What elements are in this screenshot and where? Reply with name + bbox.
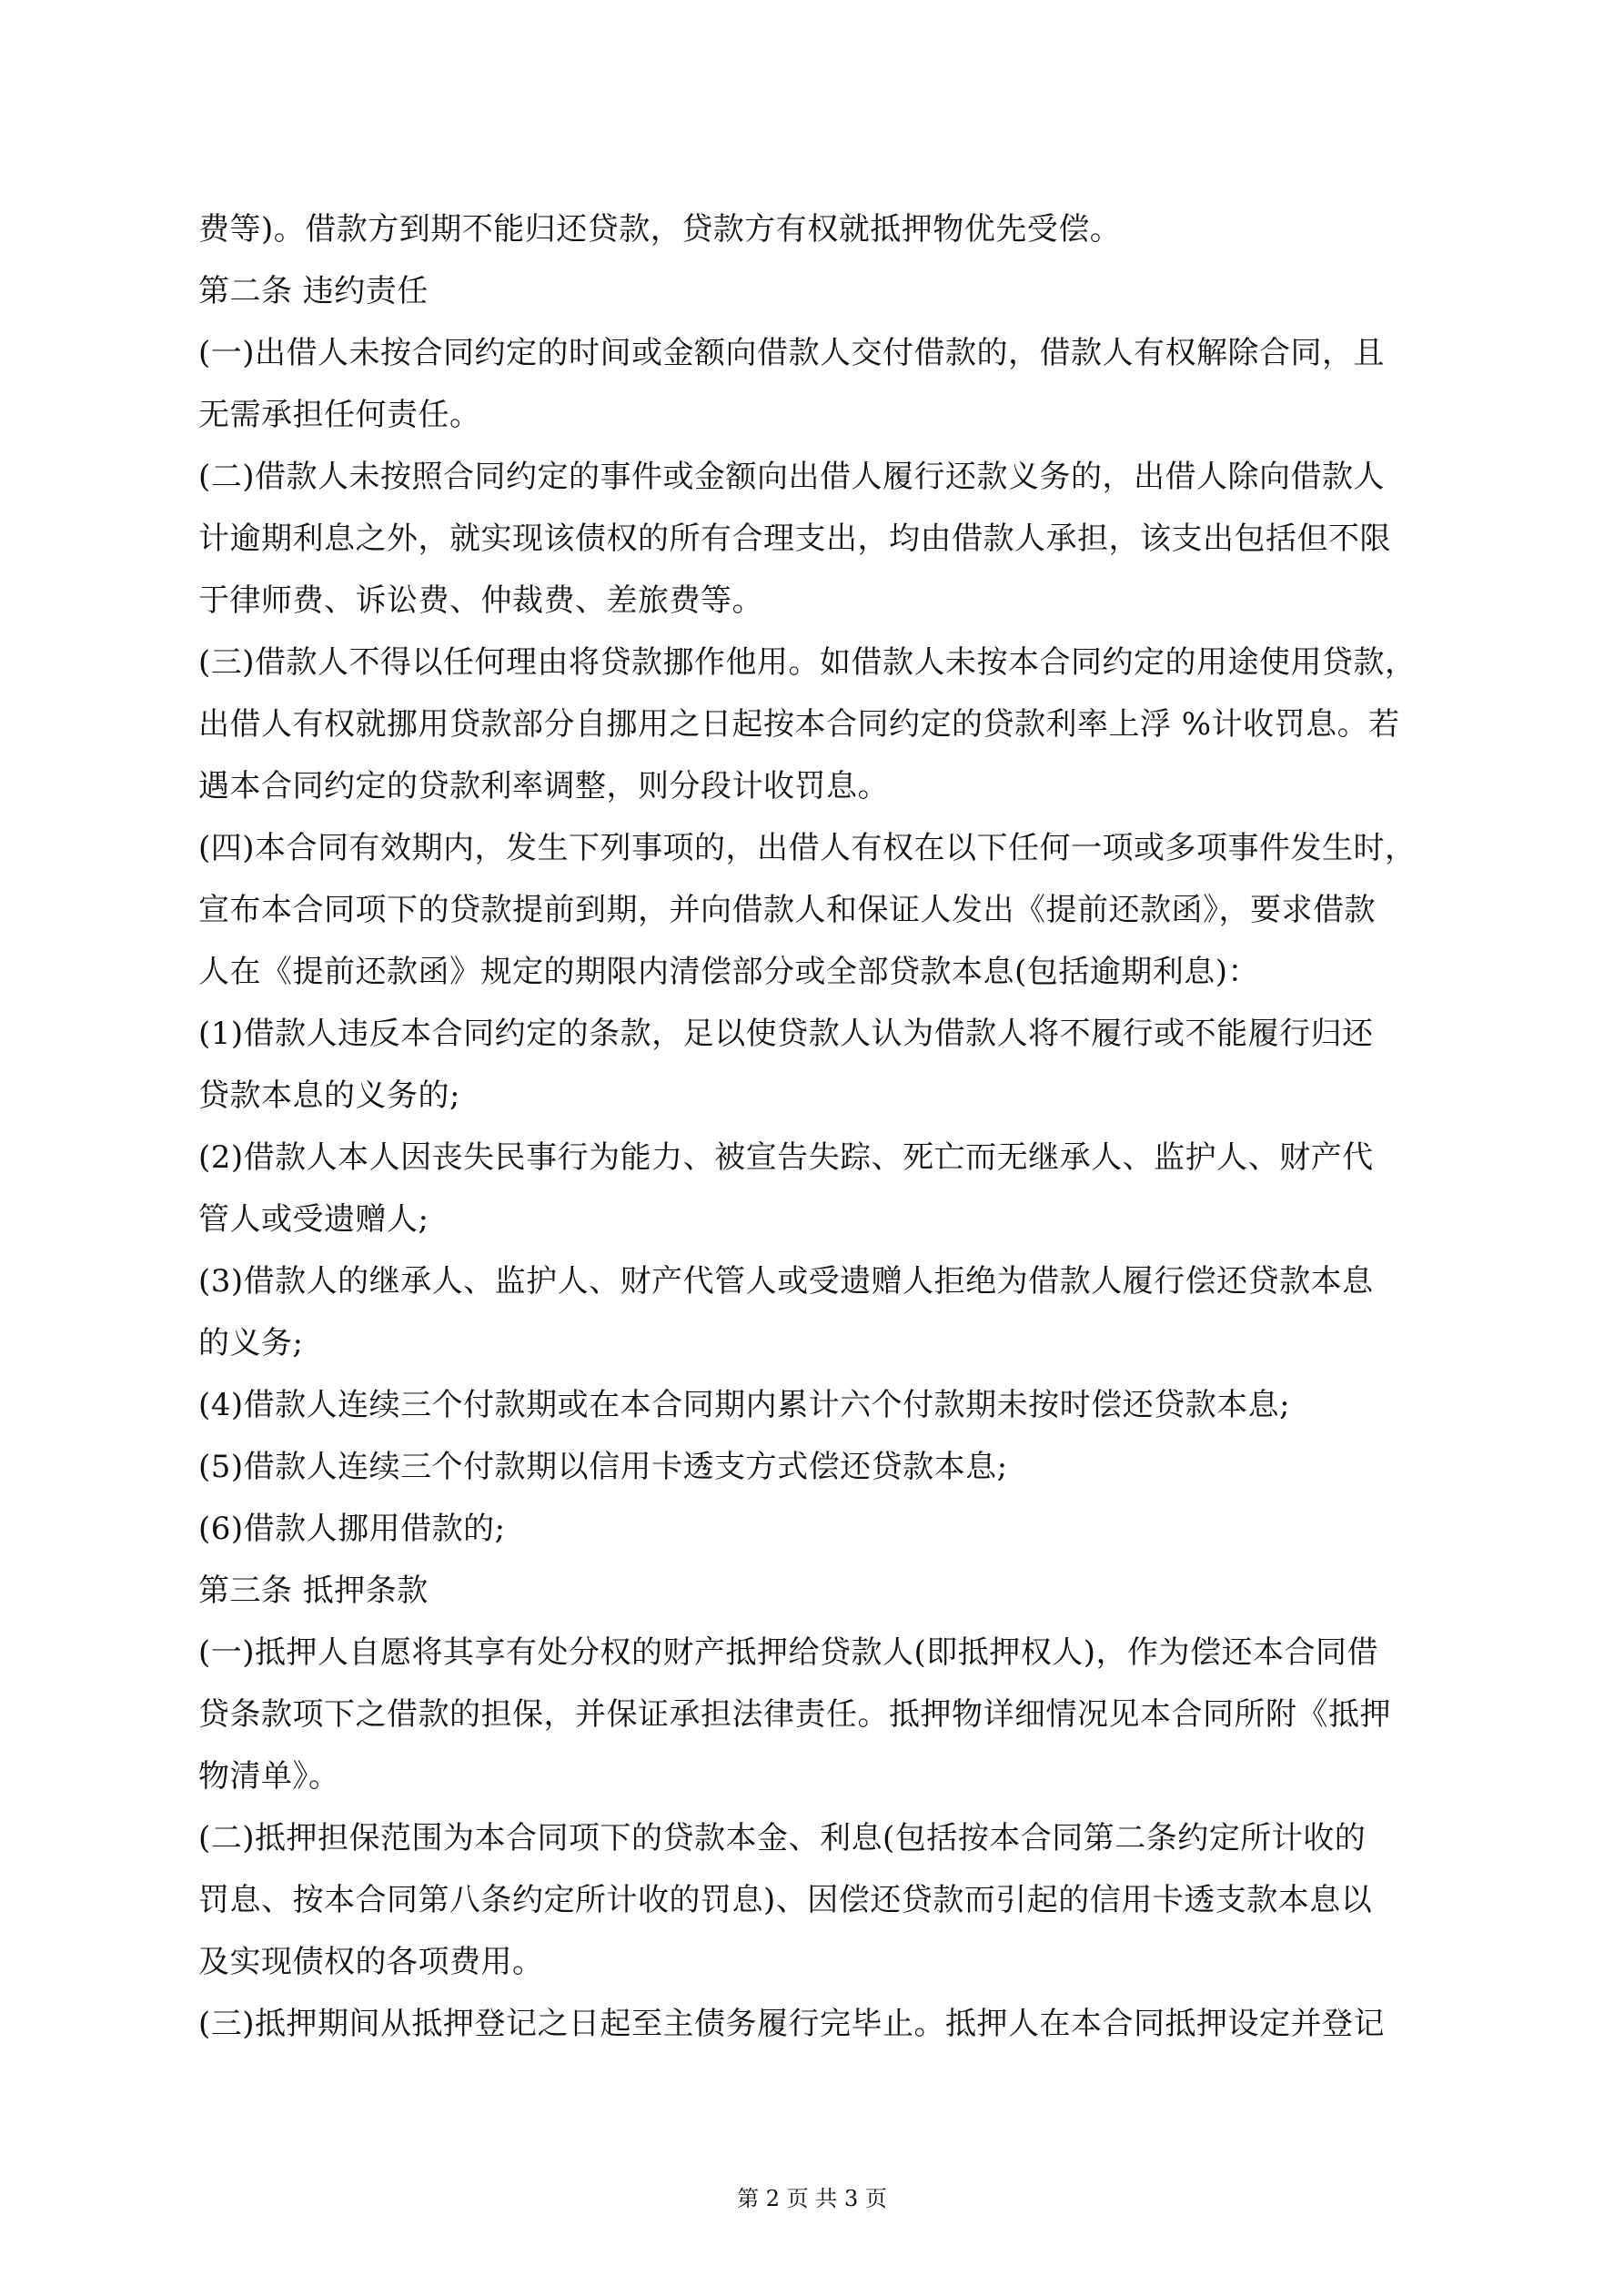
- text-line: 罚息、按本合同第八条约定所计收的罚息)、因偿还贷款而引起的信用卡透支款本息以: [198, 1882, 1373, 1918]
- text-line: 及实现债权的各项费用。: [198, 1944, 544, 1980]
- text-line: (2)借款人本人因丧失民事行为能力、被宣告失踪、死亡而无继承人、监护人、财产代: [198, 1139, 1374, 1176]
- text-line: 计逾期利息之外，就实现该债权的所有合理支出，均由借款人承担，该支出包括但不限: [198, 521, 1391, 557]
- text-line: 无需承担任何责任。: [198, 397, 481, 433]
- text-line: (一)抵押人自愿将其享有处分权的财产抵押给贷款人(即抵押权人)，作为偿还本合同借: [198, 1634, 1379, 1671]
- text-line: (1)借款人违反本合同约定的条款，足以使贷款人认为借款人将不履行或不能履行归还: [198, 1016, 1374, 1052]
- text-line: (一)出借人未按合同约定的时间或金额向借款人交付借款的，借款人有权解除合同，且: [198, 335, 1386, 371]
- text-line: (二)抵押担保范围为本合同项下的贷款本金、利息(包括按本合同第二条约定所计收的: [198, 1820, 1367, 1856]
- contract-body: [198, 198, 1436, 2055]
- text-line: (三)抵押期间从抵押登记之日起至主债务履行完毕止。抵押人在本合同抵押设定并登记: [198, 2006, 1386, 2042]
- text-line: (3)借款人的继承人、监护人、财产代管人或受遗赠人拒绝为借款人履行偿还贷款本息: [198, 1263, 1374, 1300]
- text-line: 的义务;: [198, 1325, 304, 1361]
- page-number-footer: 第 2 页 共 3 页: [737, 2186, 887, 2211]
- text-line: 贷款本息的义务的;: [198, 1077, 460, 1114]
- text-line: 贷条款项下之借款的担保，并保证承担法律责任。抵押物详细情况见本合同所附《抵押: [198, 1696, 1391, 1733]
- section-heading-mortgage-terms: 第三条 抵押条款: [198, 1573, 429, 1609]
- text-line: (4)借款人连续三个付款期或在本合同期内累计六个付款期未按时偿还贷款本息;: [198, 1387, 1291, 1423]
- text-line: (二)借款人未按照合同约定的事件或金额向出借人履行还款义务的，出借人除向借款人: [198, 459, 1386, 495]
- text-line: 宣布本合同项下的贷款提前到期，并向借款人和保证人发出《提前还款函》，要求借款: [198, 892, 1376, 928]
- text-line: 人在《提前还款函》规定的期限内清偿部分或全部贷款本息(包括逾期利息)：: [198, 954, 1260, 990]
- section-heading-breach-liability: 第二条 违约责任: [198, 273, 429, 309]
- text-line: (6)借款人挪用借款的;: [198, 1511, 506, 1547]
- text-line: 物清单》。: [198, 1758, 340, 1795]
- text-line: 于律师费、诉讼费、仲裁费、差旅费等。: [198, 582, 763, 619]
- text-line: 出借人有权就挪用贷款部分自挪用之日起按本合同约定的贷款利率上浮 %计收罚息。若: [198, 706, 1400, 743]
- text-line: (5)借款人连续三个付款期以信用卡透支方式偿还贷款本息;: [198, 1449, 1008, 1485]
- text-line: 管人或受遗赠人;: [198, 1201, 429, 1238]
- text-line: (四)本合同有效期内，发生下列事项的，出借人有权在以下任何一项或多项事件发生时，: [198, 830, 1417, 866]
- text-line: 费等)。借款方到期不能归还贷款，贷款方有权就抵押物优先受偿。: [198, 211, 1122, 248]
- text-line: (三)借款人不得以任何理由将贷款挪作他用。如借款人未按本合同约定的用途使用贷款，: [198, 644, 1417, 681]
- text-line: 遇本合同约定的贷款利率调整，则分段计收罚息。: [198, 768, 889, 804]
